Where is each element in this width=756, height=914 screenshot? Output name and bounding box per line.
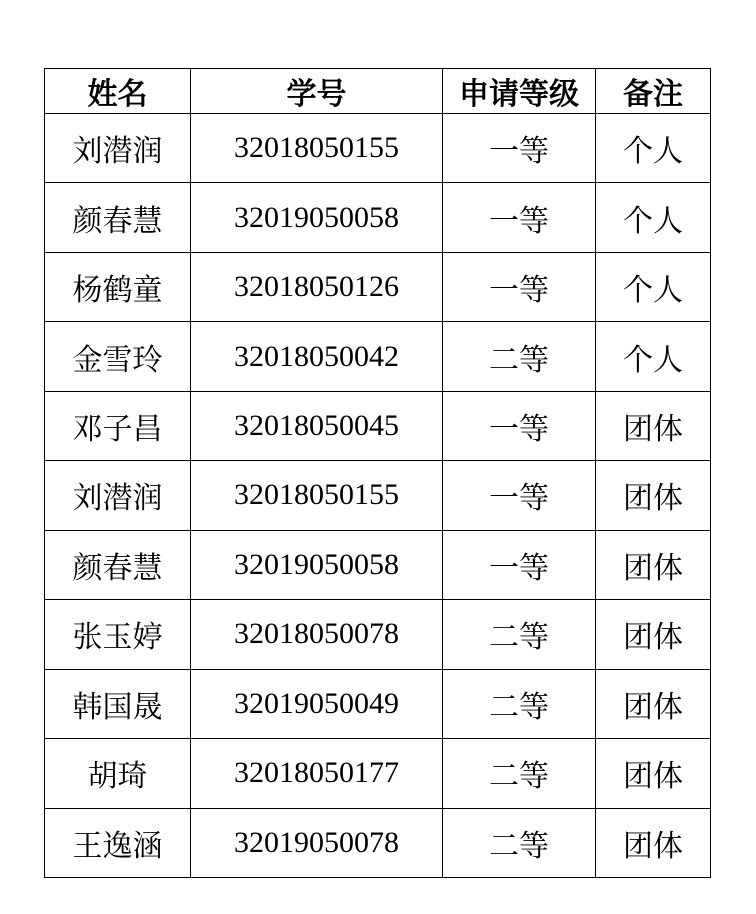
cell-note: 团体 <box>596 600 711 669</box>
table-row <box>45 808 711 877</box>
table-row <box>45 114 711 183</box>
cell-level: 二等 <box>443 808 596 877</box>
cell-note: 团体 <box>596 739 711 808</box>
cell-level: 一等 <box>443 391 596 460</box>
cell-level: 二等 <box>443 739 596 808</box>
cell-note: 个人 <box>596 322 711 391</box>
table-header-row <box>45 69 711 114</box>
cell-student-id: 32018050126 <box>191 252 443 321</box>
cell-student-id: 32019050058 <box>191 530 443 599</box>
table-body <box>45 114 711 878</box>
cell-student-id: 32019050049 <box>191 669 443 738</box>
cell-student-id: 32018050078 <box>191 600 443 669</box>
cell-level: 一等 <box>443 114 596 183</box>
table-row <box>45 530 711 599</box>
cell-level: 二等 <box>443 600 596 669</box>
table-row <box>45 322 711 391</box>
application-roster-table <box>44 68 711 878</box>
table-row <box>45 600 711 669</box>
cell-name: 颜春慧 <box>45 530 191 599</box>
cell-name: 刘潜润 <box>45 461 191 530</box>
table-row <box>45 669 711 738</box>
cell-student-id: 32018050045 <box>191 391 443 460</box>
cell-note: 团体 <box>596 530 711 599</box>
cell-note: 团体 <box>596 808 711 877</box>
column-header-student-id: 学号 <box>191 69 443 114</box>
cell-note: 团体 <box>596 391 711 460</box>
column-header-note: 备注 <box>596 69 711 114</box>
cell-name: 金雪玲 <box>45 322 191 391</box>
cell-note: 团体 <box>596 669 711 738</box>
cell-student-id: 32018050177 <box>191 739 443 808</box>
cell-name: 杨鹤童 <box>45 252 191 321</box>
table-row <box>45 391 711 460</box>
column-header-level: 申请等级 <box>443 69 596 114</box>
column-header-name: 姓名 <box>45 69 191 114</box>
cell-name: 胡琦 <box>45 739 191 808</box>
table-row <box>45 739 711 808</box>
cell-student-id: 32018050155 <box>191 114 443 183</box>
cell-name: 颜春慧 <box>45 183 191 252</box>
cell-level: 一等 <box>443 252 596 321</box>
cell-student-id: 32018050155 <box>191 461 443 530</box>
cell-note: 个人 <box>596 252 711 321</box>
cell-student-id: 32019050058 <box>191 183 443 252</box>
cell-student-id: 32018050042 <box>191 322 443 391</box>
cell-level: 二等 <box>443 669 596 738</box>
cell-level: 二等 <box>443 322 596 391</box>
cell-note: 个人 <box>596 183 711 252</box>
cell-note: 个人 <box>596 114 711 183</box>
cell-name: 王逸涵 <box>45 808 191 877</box>
table-row <box>45 252 711 321</box>
table-row <box>45 183 711 252</box>
cell-name: 张玉婷 <box>45 600 191 669</box>
cell-name: 刘潜润 <box>45 114 191 183</box>
cell-name: 韩国晟 <box>45 669 191 738</box>
cell-level: 一等 <box>443 530 596 599</box>
cell-level: 一等 <box>443 183 596 252</box>
table-row <box>45 461 711 530</box>
cell-note: 团体 <box>596 461 711 530</box>
cell-name: 邓子昌 <box>45 391 191 460</box>
cell-student-id: 32019050078 <box>191 808 443 877</box>
cell-level: 一等 <box>443 461 596 530</box>
